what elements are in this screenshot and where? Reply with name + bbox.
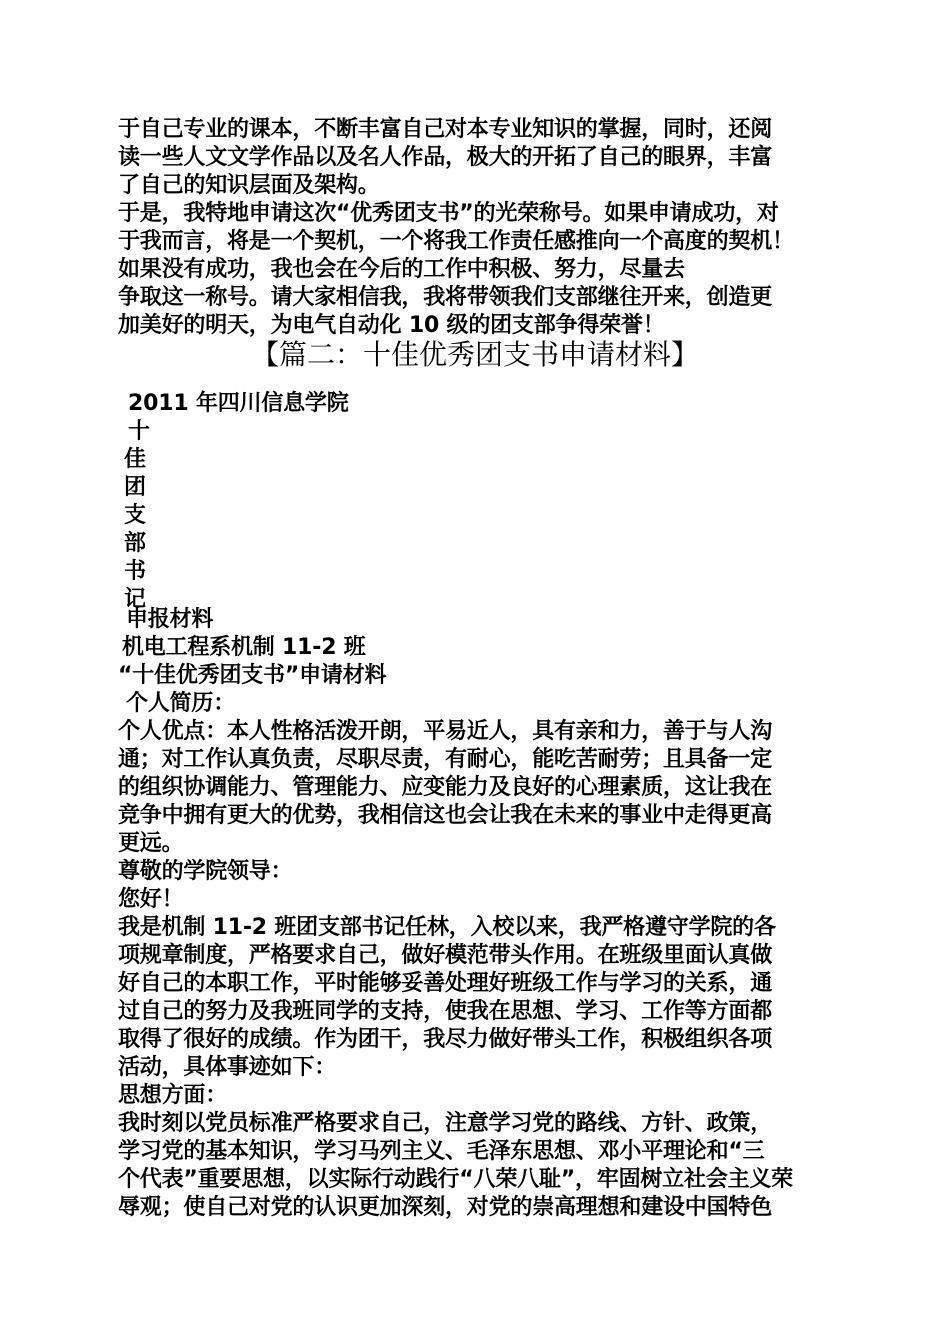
intro-line: 于是，我特地申请这次“优秀团支书”的光荣称号。如果申请成功，对 xyxy=(118,201,779,226)
cover-line: 机电工程系机制 11-2 班 xyxy=(122,635,366,660)
cover-line: 个人简历： xyxy=(126,691,236,716)
body-line: 个人优点：本人性格活泼开朗，平易近人，具有亲和力，善于与人沟 xyxy=(118,719,773,744)
body-line: 思想方面： xyxy=(118,1083,228,1108)
cover-title: 2011 年四川信息学院 xyxy=(128,391,349,416)
body-line: 个代表”重要思想，以实际行动践行“八荣八耻”，牢固树立社会主义荣 xyxy=(118,1167,793,1192)
vertical-char: 部 xyxy=(124,531,146,556)
vertical-char: 十 xyxy=(128,419,150,444)
cover-line: “十佳优秀团支书”申请材料 xyxy=(118,663,387,688)
section-heading: 【篇二：十佳优秀团支书申请材料】 xyxy=(250,338,699,371)
vertical-char: 书 xyxy=(124,559,146,584)
intro-line: 读一些人文文学作品以及名人作品，极大的开拓了自己的眼界，丰富 xyxy=(118,145,773,170)
body-line: 项规章制度，严格要求自己，做好模范带头作用。在班级里面认真做 xyxy=(118,943,773,968)
intro-line: 争取这一称号。请大家相信我，我将带领我们支部继往开来，创造更 xyxy=(118,285,773,310)
intro-line: 于自己专业的课本，不断丰富自己对本专业知识的掌握，同时，还阅 xyxy=(118,117,773,142)
body-line: 的组织协调能力、管理能力、应变能力及良好的心理素质，这让我在 xyxy=(118,775,773,800)
body-line: 辱观；使自己对党的认识更加深刻，对党的崇高理想和建设中国特色 xyxy=(118,1195,773,1220)
intro-line: 了自己的知识层面及架构。 xyxy=(118,173,380,198)
body-line: 您好！ xyxy=(118,887,184,912)
body-line: 过自己的努力及我班同学的支持，使我在思想、学习、工作等方面都 xyxy=(118,999,773,1024)
body-line: 取得了很好的成绩。作为团干，我尽力做好带头工作，积极组织各项 xyxy=(118,1027,773,1052)
vertical-char: 佳 xyxy=(124,447,146,472)
body-line: 学习党的基本知识，学习马列主义、毛泽东思想、邓小平理论和“三 xyxy=(118,1139,765,1164)
body-line: 我时刻以党员标准严格要求自己，注意学习党的路线、方针、政策， xyxy=(118,1111,773,1136)
body-line: 更远。 xyxy=(118,831,184,856)
cover-line: 申报材料 xyxy=(126,607,214,632)
body-line: 通；对工作认真负责，尽职尽责，有耐心，能吃苦耐劳；且具备一定 xyxy=(118,747,773,772)
body-line: 活动，具体事迹如下： xyxy=(118,1055,337,1080)
vertical-char: 记 xyxy=(124,587,146,612)
vertical-char: 团 xyxy=(124,475,146,500)
body-line: 我是机制 11-2 班团支部书记任林，入校以来，我严格遵守学院的各 xyxy=(118,915,776,940)
body-line: 尊敬的学院领导： xyxy=(118,859,293,884)
body-line: 好自己的本职工作，平时能够妥善处理好班级工作与学习的关系，通 xyxy=(118,971,773,996)
body-line: 竞争中拥有更大的优势，我相信这也会让我在未来的事业中走得更高 xyxy=(118,803,773,828)
intro-line: 于我而言，将是一个契机，一个将我工作责任感推向一个高度的契机！ xyxy=(118,229,794,254)
intro-line: 如果没有成功，我也会在今后的工作中积极、努力，尽量去 xyxy=(118,257,685,282)
vertical-char: 支 xyxy=(124,503,146,528)
intro-line: 加美好的明天，为电气自动化 10 级的团支部争得荣誉！ xyxy=(118,313,665,338)
